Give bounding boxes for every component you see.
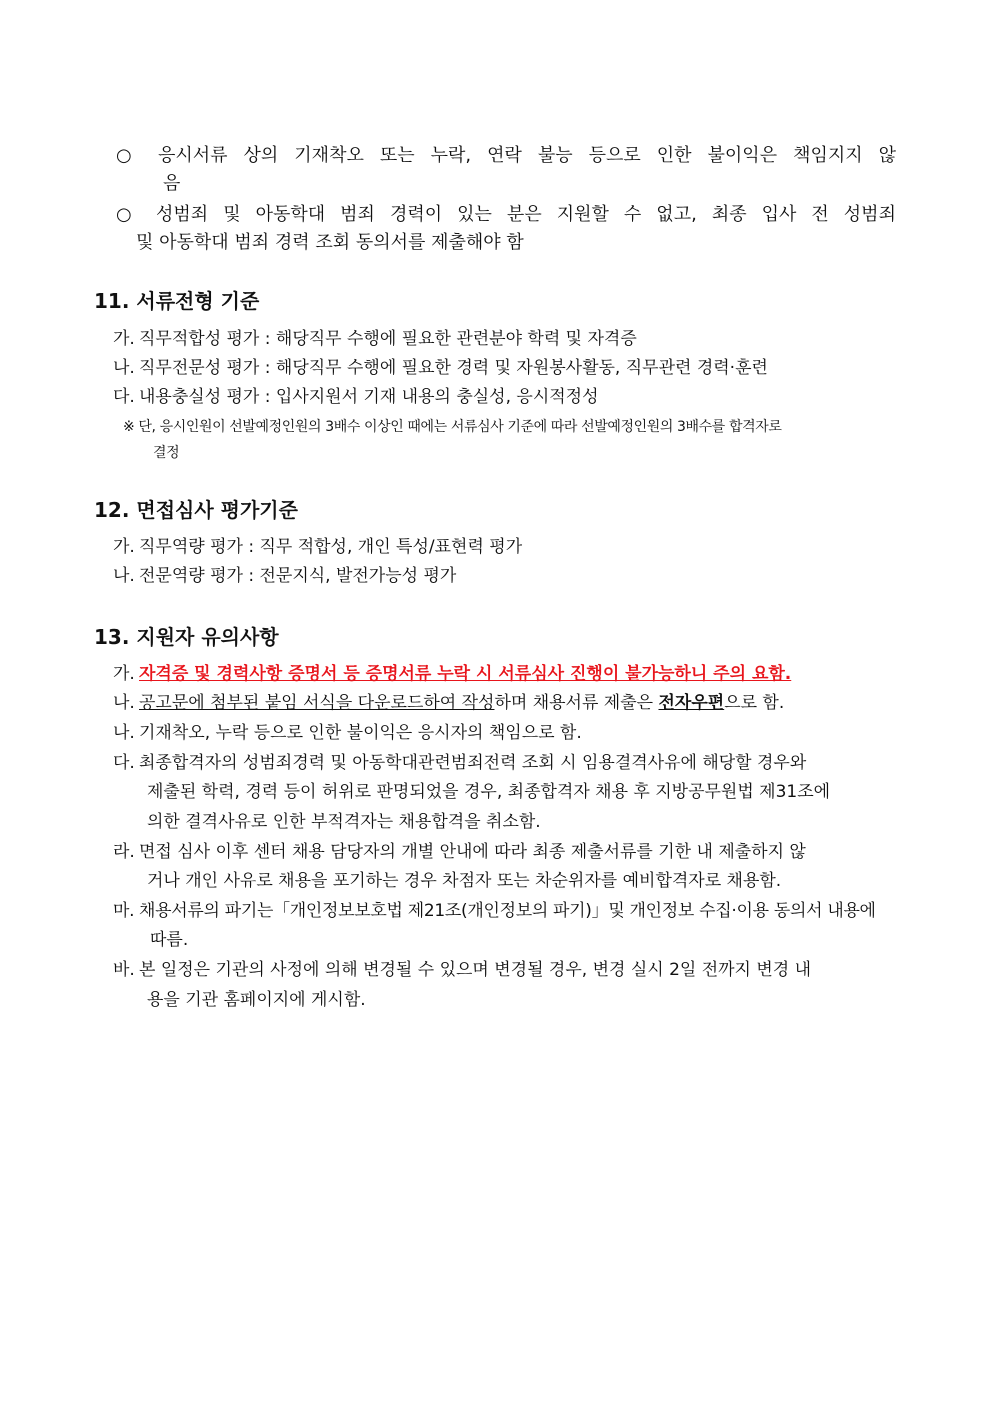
underlined-attachment-text: 공고문에 첨부된 붙임 서식을 다운로드하여 작성 [139,693,495,713]
item-text: 기재착오, 누락 등으로 인한 불이익은 응시자의 책임으로 함. [139,723,582,743]
item-label: 라. [113,842,135,862]
bullet-marker: ○ [116,204,141,225]
section-13-item-ba-line1 [113,958,811,982]
section-11-item-ga [113,327,637,351]
section-11-item-na [113,356,768,380]
emphasis-warning-text: 자격증 및 경력사항 증명서 등 증명서류 누락 시 서류심사 진행이 불가능하니 주의 요함. [139,664,792,684]
bullet-2-line1 [116,202,896,228]
item-label: 나. [113,358,135,378]
item-label: 나. [113,566,135,586]
bullet-1-line1 [116,143,896,169]
item-label: 가. [113,329,135,349]
section-13-item-na-liability [113,721,582,745]
item-label: 다. [113,387,135,407]
item-text: 채용서류의 파기는「개인정보보호법 제21조(개인정보의 파기)」및 개인정보 수집·이용 동의서 내용에 [139,901,876,921]
item-label: 다. [113,753,135,773]
item-text: 하며 채용서류 제출은 [494,693,659,713]
section-13-item-ra-line1 [113,840,806,864]
section-11-note-line1: ※ 단, 응시인원이 선발예정인원의 3배수 이상인 때에는 서류심사 기준에 따라 선발예정인원의 3배수를 합격자로 [123,419,782,435]
item-text: 직무전문성 평가 : 해당직무 수행에 필요한 경력 및 자원봉사활동, 직무관련 경력·훈련 [139,358,768,378]
item-label: 가. [113,664,135,684]
section-13-item-ra-line2: 거나 개인 사유로 채용을 포기하는 경우 차점자 또는 차순위자를 예비합격자로 채용함. [147,871,782,891]
item-label: 바. [113,960,135,980]
item-text: 본 일정은 기관의 사정에 의해 변경될 수 있으며 변경될 경우, 변경 실시 2일 전까지 변경 내 [139,960,812,980]
section-12-heading: 12. 면접심사 평가기준 [94,498,298,522]
item-text: 면접 심사 이후 센터 채용 담당자의 개별 안내에 따라 최종 제출서류를 기한 내 제출하지 않 [139,842,806,862]
section-13-item-ga [113,662,791,686]
item-text: 내용충실성 평가 : 입사지원서 기재 내용의 충실성, 응시적정성 [139,387,599,407]
item-text: 직무역량 평가 : 직무 적합성, 개인 특성/표현력 평가 [139,537,523,557]
section-12-item-ga [113,535,522,559]
section-11-note-line2: 결정 [153,445,180,461]
section-11-heading: 11. 서류전형 기준 [94,289,260,313]
item-text: 전문역량 평가 : 전문지식, 발전가능성 평가 [139,566,457,586]
item-label: 가. [113,537,135,557]
section-13-item-ma-line1 [113,899,876,923]
item-label: 나. [113,693,135,713]
section-13-heading: 13. 지원자 유의사항 [94,625,279,649]
section-13-item-na-submission [113,691,784,715]
bullet-text: 성범죄 및 아동학대 범죄 경력이 있는 분은 지원할 수 없고, 최종 입사 전 성범죄 [156,204,896,225]
bullet-2-line2: 및 아동학대 범죄 경력 조회 동의서를 제출해야 함 [136,232,524,253]
section-13-item-ba-line2: 용을 기관 홈페이지에 게시함. [147,990,366,1010]
bullet-1-line2: 음 [163,173,181,194]
item-label: 나. [113,723,135,743]
section-13-item-da-line1 [113,751,806,775]
section-11-item-da [113,385,599,409]
section-13-item-da-line3: 의한 결격사유로 인한 부적격자는 채용합격을 취소함. [147,812,541,832]
item-text: 직무적합성 평가 : 해당직무 수행에 필요한 관련분야 학력 및 자격증 [139,329,637,349]
email-emphasis-text: 전자우편 [658,693,725,713]
item-text: 으로 함. [724,693,785,713]
bullet-text: 응시서류 상의 기재착오 또는 누락, 연락 불능 등으로 인한 불이익은 책임지지 않 [157,145,896,166]
bullet-marker: ○ [116,145,142,166]
section-13-item-ma-line2: 따름. [150,930,189,950]
section-13-item-da-line2: 제출된 학력, 경력 등이 허위로 판명되었을 경우, 최종합격자 채용 후 지방공무원법 제31조에 [147,782,831,802]
item-text: 최종합격자의 성범죄경력 및 아동학대관련범죄전력 조회 시 임용결격사유에 해당할 경우와 [139,753,807,773]
section-12-item-na [113,564,456,588]
item-label: 마. [113,901,135,921]
